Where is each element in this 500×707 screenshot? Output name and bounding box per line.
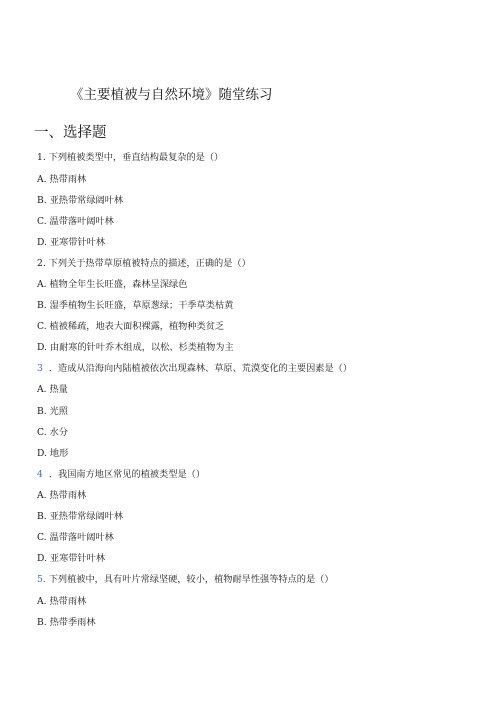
question-1-option-b: B. 亚热带常绿阔叶林 [37, 195, 124, 206]
question-3-number: 3 [37, 363, 43, 374]
question-3-stem [37, 363, 352, 375]
question-1-stem: 1. 下列植被类型中，垂直结构最复杂的是（） [37, 152, 224, 163]
question-3-option-a: A. 热量 [37, 384, 68, 395]
question-1-option-a: A. 热带雨林 [37, 174, 87, 185]
question-4-option-c: C. 温带落叶阔叶林 [37, 532, 114, 543]
question-2-option-d: D. 由耐寒的针叶乔木组成，以松、杉类植物为主 [37, 342, 234, 353]
question-5-stem [37, 574, 334, 586]
document-title: 《主要植被与自然环境》随堂练习 [70, 87, 273, 103]
question-3-option-d: D. 地形 [37, 448, 69, 459]
question-3-option-c: C. 水分 [37, 427, 68, 438]
question-4-stem [37, 469, 205, 481]
question-1-option-d: D. 亚寒带针叶林 [37, 237, 106, 248]
question-4-option-a: A. 热带雨林 [37, 490, 87, 501]
question-4-number: 4 [37, 469, 43, 480]
section-heading: 一、选择题 [34, 125, 107, 141]
question-5-option-b: B. 热带季雨林 [37, 617, 96, 628]
question-5-text: 下列植被中，具有叶片常绿坚硬，较小，植物耐旱性强等特点的是（） [45, 574, 334, 585]
question-3-option-b: B. 光照 [37, 406, 68, 417]
question-2-option-a: A. 植物全年生长旺盛，森林呈深绿色 [37, 279, 188, 290]
question-3-text: ．造成从沿海向内陆植被依次出现森林、草原、荒漠变化的主要因素是（） [48, 363, 353, 374]
question-4-text: ．我国南方地区常见的植被类型是（） [48, 469, 206, 480]
question-2-option-c: C. 植被稀疏，地表大面积裸露，植物种类贫乏 [37, 321, 225, 332]
question-4-option-b: B. 亚热带常绿阔叶林 [37, 511, 124, 522]
question-5-number: 5. [37, 574, 46, 585]
question-2-stem: 2. 下列关于热带草原植被特点的描述，正确的是（） [37, 258, 251, 269]
question-5-option-a: A. 热带雨林 [37, 596, 87, 607]
question-4-option-d: D. 亚寒带针叶林 [37, 553, 106, 564]
question-1-option-c: C. 温带落叶阔叶林 [37, 216, 114, 227]
question-2-option-b: B. 湿季植物生长旺盛，草原葱绿；干季草类枯黄 [37, 300, 234, 311]
